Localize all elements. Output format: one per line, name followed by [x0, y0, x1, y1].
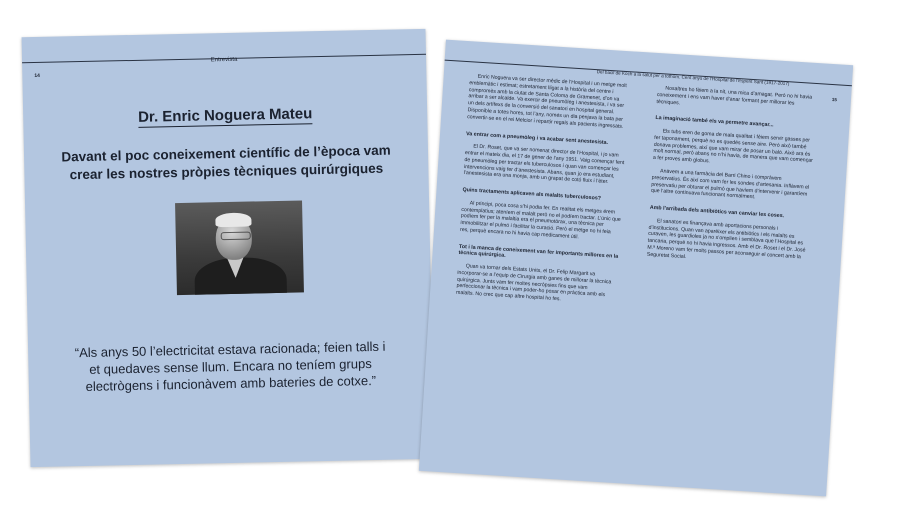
- question-heading: Va entrar com a pneumòleg i va acabar sent anestesista.: [465, 130, 609, 146]
- page-number: 15: [831, 96, 838, 103]
- answer-paragraph: El Dr. Roset, que va ser nomenat director de l’Hospital, i jo vam entrar el mateix dia, el 17 de gener de l’any 1951. Vaig començar fent de pneumòleg per tractar els tuberculosos i quan van començar les intervencions vaig fer d’anestesista. Abans, quan jo era estudiant, l’anestesista era una monja, amb un grapat de cotó fluix i l’èter.: [463, 143, 625, 186]
- intro-paragraph: Enric Noguera va ser director mèdic de l’Hospital i un metge molt emblemàtic i estimat; estretament lligat a la història del centre i compromès amb la ciutat de Santa Coloma de Gramenet, d’on va arribar a ser alcalde. Va exercir de pneumòleg i anestesista, i va ser un dels artífexs de la conversió del sanatori en hospital general. Disponible a totes hores, tot l’any, només un dia penjava la bata per convertir-se en el rei Melcior i repartir regals als pacients ingressats.: [466, 73, 627, 130]
- page-number: 14: [34, 72, 40, 80]
- interview-headline: Davant el poc coneixement científic de l’època vam crear les nostres pròpies tècniques quirúrgiques: [61, 142, 391, 183]
- answer-paragraph: Els tubs eren de goma de mala qualitat i fèiem servir gasses per fer taponament, perquè no es quedés sense aire. Però això també donava problemes, així que vam mirar de posar un baló. Això ara és molt normal, però abans no n’hi havia, de manera que vam començar a fer proves amb globus.: [652, 128, 813, 165]
- text-column-right: [646, 85, 817, 274]
- text-column-left: [455, 73, 629, 312]
- portrait-photo: [175, 200, 304, 295]
- section-label: Entrevista: [210, 56, 238, 64]
- answer-paragraph: Al principi, poca cosa s’hi podia fer. En realitat els metges érem contemplatius; ateníem el malalt però no el podíem tractar. L’únic que podíem fer per la malaltia era el pneumotòrax, una tècnica per immobilitzar el pulmó i facilitar la curació. Però el metge no hi feia res, perquè encara no hi havia cap medicament útil.: [459, 200, 621, 241]
- photo-hair: [215, 213, 251, 228]
- photo-glasses: [221, 232, 251, 241]
- question-heading: Quins tractaments aplicaven als malalts tuberculosos?: [462, 187, 602, 202]
- right-page: [419, 40, 853, 497]
- answer-paragraph: Nosaltres ho fèiem a la nit, una mica d’amagat. Però no hi havia coneixement i ens vam haver d’anar formant per millorar les tècniques.: [656, 85, 813, 107]
- question-heading: Tot i la manca de coneixement van fer importants millores en la tècnica quirúrgica.: [458, 243, 619, 260]
- interviewee-name: Dr. Enric Noguera Mateu: [137, 105, 313, 126]
- pull-quote: “Als anys 50 l’electricitat estava racionada; feien talls i et quedaves sense llum. Encara no teníem grups electrògens i funcionàvem amb bateries de cotxe.”: [74, 338, 386, 395]
- question-heading: Amb l’arribada dels antibiòtics van canviar les coses.: [649, 204, 785, 220]
- question-heading: La imaginació també els va permetre avançar...: [655, 115, 774, 129]
- left-page: [22, 29, 435, 467]
- answer-paragraph: Anàvem a una farmàcia del Barri Chino i compràvem preservatius. És així com vam fer les sondes d’artesania. Inflàvem el preservatiu per obturar el pulmó que havíem d’intervenir i garantíem que l’altre continuava funcionant normalment.: [650, 168, 810, 201]
- interview-title: [23, 103, 427, 128]
- running-header: Del bacil de Koch a la salut per a tothom. Cent anys de l’Hospital de l’Esperit Sant (1917-2017): [596, 69, 790, 87]
- answer-paragraph: Quan va tornar dels Estats Units, el Dr. Felip Margarit va incorporar-se a l’equip de Cirurgia amb ganes de millorar la tècnica quirúrgica. Junts vam fer moltes necròpsies fins que vam perfeccionar la tècnica i vam poder-ho posar en pràctica amb els malalts. No crec que cap altre hospital ho fes.: [455, 263, 612, 303]
- answer-paragraph: El sanatori es finançava amb aportacions personals i d’institucions. Quan van aparèixer els antibiòtics i els malalts es curaven, les guardioles ja no s’omplien i semblava que l’Hospital es tancaria, perquè no hi havia ingressos. Amb el Dr. Roset i el Dr. José M.ª Moreno vam fer molts passos per aconseguir el concert amb la Seguretat Social.: [646, 217, 806, 261]
